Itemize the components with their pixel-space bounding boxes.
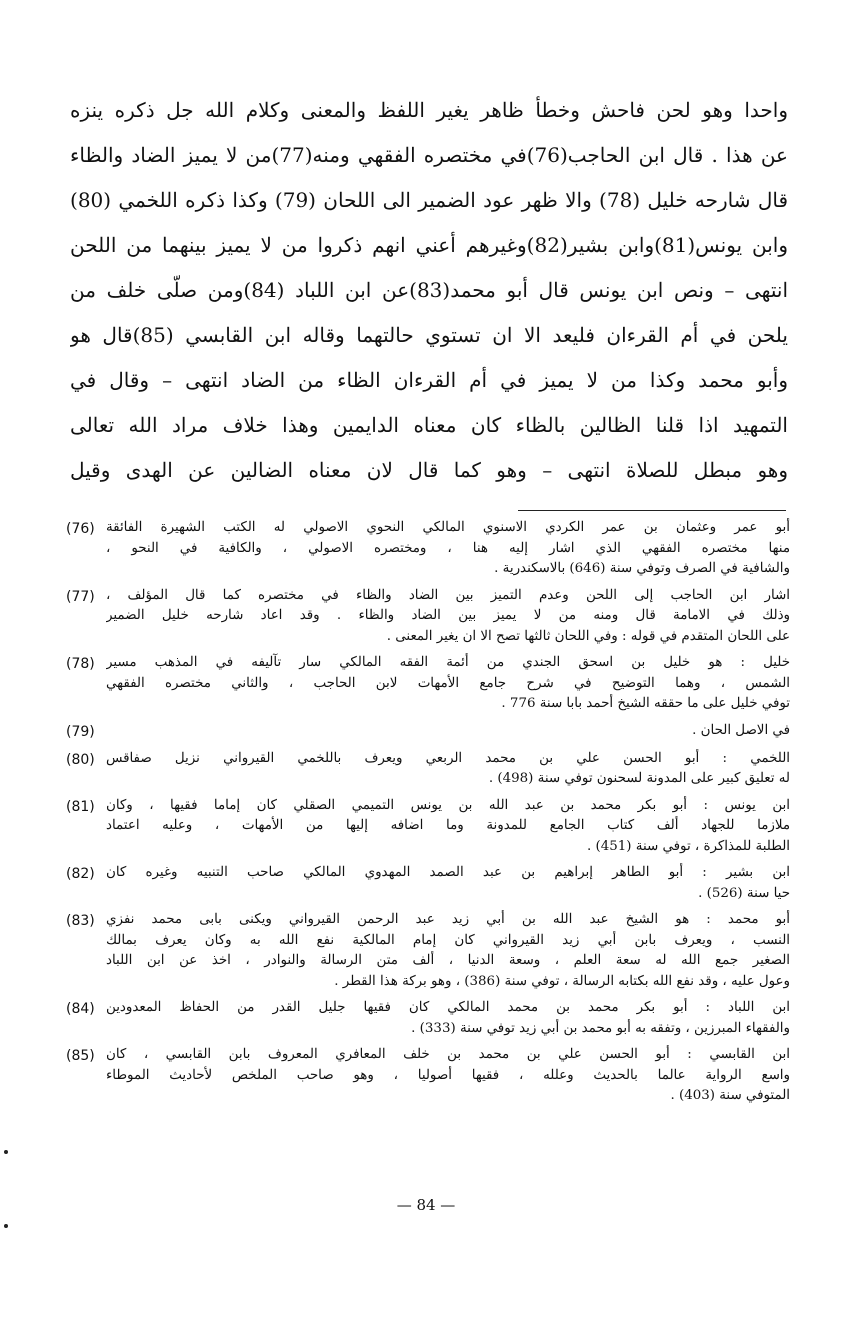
footnote-number: (80) — [66, 751, 95, 768]
main-text — [70, 88, 788, 493]
footnote-line: ابن يونس : أبو بكر محمد بن عبد الله بن يونس التميمي الصقلي كان إماما فقيها ، وكان — [106, 797, 790, 813]
main-text-line: وابن يونس(81)وابن بشير(82)وغيرهم أعني انهم ذكروا من لا يميز بينهما من اللحن — [70, 233, 788, 257]
footnote-number: (77) — [66, 588, 95, 605]
footnote-text — [106, 1045, 790, 1107]
page-number: — 84 — — [396, 1196, 456, 1214]
footnote-text — [106, 910, 790, 992]
footnote-line: ابن اللباد : أبو بكر محمد بن محمد المالكي كان فقيها جليل القدر من الحفاظ المعدودين — [106, 1000, 790, 1015]
main-text-line: قال شارحه خليل (78) والا ظهر عود الضمير الى اللحان (79) وكذا ذكره اللخمي (80) — [70, 188, 788, 212]
footnote-line: والفقهاء المبرزين ، وتفقه به أبو محمد بن أبي زيد توفي سنة (333) . — [411, 1020, 790, 1036]
footnote-76 — [66, 518, 790, 580]
footnote-79 — [66, 721, 790, 743]
footnote-number: (83) — [66, 913, 95, 929]
footnote-line: توفي خليل على ما حققه الشيخ أحمد بابا سنة 776 . — [501, 696, 790, 711]
footnote-80 — [66, 749, 790, 790]
footnote-line: منها مختصره الفقهي الذي اشار إليه هنا ، ومختصره الاصولي ، والكافية في النحو ، — [106, 540, 790, 556]
footnote-81 — [66, 796, 790, 858]
footnote-line: ابن القابسي : أبو الحسن علي بن محمد بن خلف المعافري المعروف بابن القابسي ، كان — [106, 1047, 790, 1062]
footnote-77 — [66, 586, 790, 648]
footnote-line: الشمس ، وهما التوضيح في شرح جامع الأمهات لابن الحاجب ، والثاني مختصره الفقهي — [106, 675, 790, 691]
footnote-text — [106, 518, 790, 580]
footnote-line: له تعليق كبير على المدونة لسحنون توفي سنة (498) . — [488, 771, 790, 786]
footnote-text — [106, 998, 790, 1039]
footnote-line: المتوفي سنة (403) . — [670, 1088, 790, 1103]
footnote-82 — [66, 863, 790, 904]
footnote-text — [106, 796, 790, 858]
footnote-number: (84) — [66, 1001, 95, 1017]
footnote-line: وذلك في الامامة قال ومنه من لا يميز بين الضاد والظاء . وقد اعاد شارحه خليل الضمير — [106, 608, 790, 623]
footnote-text — [106, 586, 790, 648]
footnotes — [66, 518, 790, 1113]
footnote-number: (85) — [66, 1048, 95, 1064]
footnote-line: النسب ، ويعرف بابن أبي زيد القيرواني كان إمام المالكية نفع الله به وكان يعرف بمالك — [106, 932, 790, 948]
main-text-line: انتهى – ونص ابن يونس قال أبو محمد(83)عن ابن اللباد (84)ومن صلّى خلف من — [70, 278, 788, 302]
main-text-line: يلحن في أم القرءان فليعد الا ان تستوي حالتهما وقاله ابن القابسي (85)قال هو — [70, 323, 788, 347]
footnote-line: أبو عمر وعثمان بن عمر الكردي الاسنوي المالكي النحوي الاصولي له الكتب الشهيرة الفائقة — [106, 520, 790, 535]
footnote-line: وعول عليه ، وقد نفع الله بكتابه الرسالة ، توفي سنة (386) ، وهو بركة هذا القطر . — [334, 973, 790, 989]
footnote-line: ملازما للجهاد ألف كتاب الجامع للمدونة وما اضافه إليها من الأمهات ، وعليه اعتماد — [106, 818, 790, 833]
footnote-separator — [518, 510, 786, 511]
main-text-line: عن هذا . قال ابن الحاجب(76)في مختصره الفقهي ومنه(77)من لا يميز الضاد والظاء — [70, 143, 788, 167]
footnote-84 — [66, 998, 790, 1039]
footnote-line: اللخمي : أبو الحسن علي بن محمد الربعي ويعرف باللخمي القيرواني نزيل صفاقس — [106, 750, 790, 766]
footnote-line: خليل : هو خليل بن اسحق الجندي من أئمة الفقه المالكي سار تآليفه في المذهب مسير — [106, 655, 790, 670]
scan-speck — [4, 1150, 8, 1154]
footnote-number: (81) — [66, 798, 95, 815]
footnote-text — [106, 863, 790, 904]
main-text-line: التمهيد اذا قلنا الظالين بالظاء كان معناه الدايمين وهذا خلاف مراد الله تعالى — [70, 413, 788, 437]
main-text-line: وأبو محمد وكذا من لا يميز في أم القرءان الظاء من الضاد انتهى – وقال في — [70, 368, 788, 392]
footnote-line: الطلبة للمذاكرة ، توفي سنة (451) . — [586, 838, 790, 854]
footnote-78 — [66, 653, 790, 715]
footnote-83 — [66, 910, 790, 992]
footnote-85 — [66, 1045, 790, 1107]
footnote-number: (78) — [66, 656, 95, 672]
footnote-line: أبو محمد : هو الشيخ عبد الله بن أبي زيد عبد الرحمن القيرواني ويكنى بابى محمد نفزي — [106, 912, 790, 927]
footnote-line: في الاصل الحان . — [692, 722, 790, 738]
footnote-line: والشافية في الصرف وتوفي سنة (646) بالاسكندرية . — [494, 561, 790, 576]
scan-speck — [4, 1224, 8, 1228]
footnote-line: على اللحان المتقدم في قوله : وفي اللحان ثالثها تصح الا ان يغير المعنى . — [386, 628, 790, 644]
footnote-text — [106, 721, 790, 743]
footnote-number: (76) — [66, 521, 95, 537]
footnote-line: الصغير جمع الله له سعة العلم ، وسعة الدنيا ، ألف متن الرسالة والنوادر ، اخذ عن ابن اللباد — [106, 953, 790, 968]
footnote-line: واسع الرواية عالما بالحديث وعلله ، فقيها أصوليا ، وهو صاحب الملخص لأحاديث الموطاء — [106, 1067, 790, 1083]
footnote-line: حيا سنة (526) . — [698, 885, 790, 901]
footnote-number: (82) — [66, 866, 95, 882]
footnote-text — [106, 749, 790, 790]
main-text-line: وهو مبطل للصلاة انتهى – وهو كما قال لان معناه الضالين عن الهدى وقيل — [70, 458, 788, 482]
main-text-line: واحدا وهو لحن فاحش وخطأ ظاهر يغير اللفظ والمعنى وكلام الله جل ذكره ينزه — [70, 98, 788, 122]
footnote-line: ابن بشير : أبو الطاهر إبراهيم بن عبد الصمد المهدوي المالكي صاحب التنبيه وغيره كان — [106, 865, 790, 880]
footnote-text — [106, 653, 790, 715]
footnote-line: اشار ابن الحاجب إلى اللحن وعدم التميز بين الضاد والظاء في مختصره كما قال المؤلف ، — [106, 587, 790, 603]
footnote-number: (79) — [66, 723, 95, 740]
